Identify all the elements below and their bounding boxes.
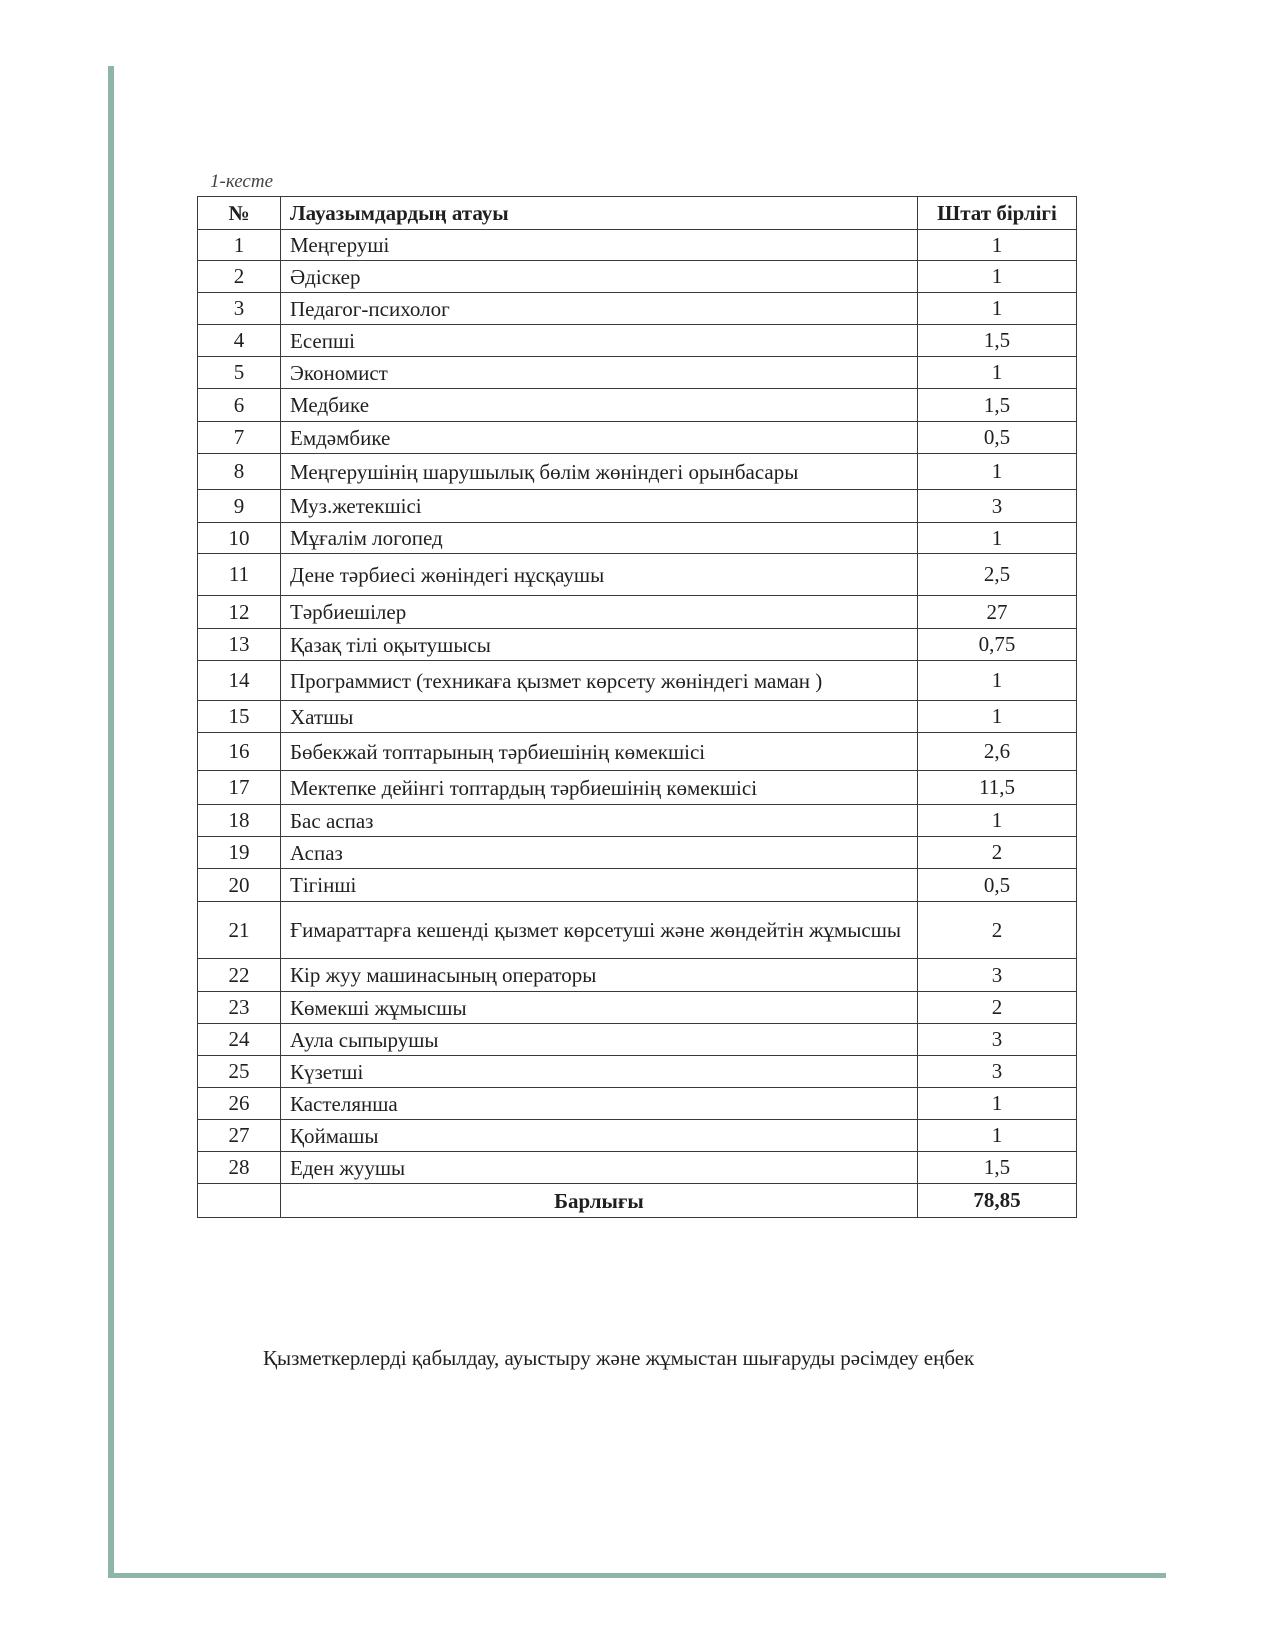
- row-staff-units: 1,5: [918, 389, 1077, 422]
- row-number: 24: [198, 1024, 281, 1056]
- row-position-name: Медбике: [281, 389, 918, 422]
- table-row: [198, 389, 1077, 422]
- table-row: [198, 701, 1077, 733]
- table-row: [198, 733, 1077, 771]
- table-row: [198, 230, 1077, 261]
- row-position-name: Муз.жетекшісі: [281, 490, 918, 523]
- row-staff-units: 2,6: [918, 733, 1077, 771]
- row-position-name: Күзетші: [281, 1056, 918, 1088]
- row-staff-units: 0,5: [918, 869, 1077, 902]
- row-number: 25: [198, 1056, 281, 1088]
- row-staff-units: 1: [918, 805, 1077, 837]
- row-number: 3: [198, 293, 281, 325]
- row-staff-units: 1: [918, 661, 1077, 701]
- row-position-name: Аула сыпырушы: [281, 1024, 918, 1056]
- row-staff-units: 3: [918, 1056, 1077, 1088]
- row-number: 11: [198, 554, 281, 596]
- table-row: [198, 490, 1077, 523]
- row-number: 16: [198, 733, 281, 771]
- row-position-name: Тәрбиешілер: [281, 596, 918, 629]
- row-position-name: Бас аспаз: [281, 805, 918, 837]
- row-number: 26: [198, 1088, 281, 1120]
- table-row: [198, 422, 1077, 454]
- row-staff-units: 2: [918, 837, 1077, 869]
- row-position-name: Ғимараттарға кешенді қызмет көрсетуші және жөндейтін жұмысшы: [281, 902, 918, 959]
- row-staff-units: 1,5: [918, 325, 1077, 357]
- row-position-name: Меңгеруші: [281, 230, 918, 261]
- row-staff-units: 1: [918, 1088, 1077, 1120]
- row-number: 20: [198, 869, 281, 902]
- row-staff-units: 3: [918, 1024, 1077, 1056]
- row-position-name: Еден жуушы: [281, 1152, 918, 1184]
- row-staff-units: 3: [918, 490, 1077, 523]
- row-position-name: Бөбекжай топтарының тәрбиешінің көмекшісі: [281, 733, 918, 771]
- row-number: 22: [198, 959, 281, 992]
- row-position-name: Дене тәрбиесі жөніндегі нұсқаушы: [281, 554, 918, 596]
- row-number: 6: [198, 389, 281, 422]
- table-row: [198, 629, 1077, 661]
- row-staff-units: 27: [918, 596, 1077, 629]
- row-position-name: Тігінші: [281, 869, 918, 902]
- row-staff-units: 1: [918, 357, 1077, 389]
- table-header-row: [198, 197, 1077, 230]
- row-number: 18: [198, 805, 281, 837]
- row-staff-units: 1: [918, 230, 1077, 261]
- row-staff-units: 1: [918, 454, 1077, 490]
- table-row: [198, 902, 1077, 959]
- row-number: 17: [198, 771, 281, 805]
- row-number: 15: [198, 701, 281, 733]
- table-row: [198, 523, 1077, 554]
- row-number: 12: [198, 596, 281, 629]
- row-number: 21: [198, 902, 281, 959]
- row-staff-units: 1: [918, 1120, 1077, 1152]
- header-staff-units: Штат бірлігі: [918, 197, 1077, 230]
- table-row: [198, 959, 1077, 992]
- table-row: [198, 1120, 1077, 1152]
- row-staff-units: 11,5: [918, 771, 1077, 805]
- row-position-name: Есепші: [281, 325, 918, 357]
- row-staff-units: 2: [918, 902, 1077, 959]
- row-position-name: Әдіскер: [281, 261, 918, 293]
- table-row: [198, 661, 1077, 701]
- table-row: [198, 869, 1077, 902]
- row-position-name: Мұғалім логопед: [281, 523, 918, 554]
- table-row: [198, 1088, 1077, 1120]
- table-row: [198, 293, 1077, 325]
- total-label: Барлығы: [281, 1184, 918, 1218]
- table-row: [198, 454, 1077, 490]
- row-number: 19: [198, 837, 281, 869]
- row-position-name: Мектепке дейінгі топтардың тәрбиешінің көмекшісі: [281, 771, 918, 805]
- table-row: [198, 325, 1077, 357]
- staff-table: [197, 196, 1077, 1218]
- row-staff-units: 0,75: [918, 629, 1077, 661]
- row-position-name: Хатшы: [281, 701, 918, 733]
- table-row: [198, 261, 1077, 293]
- row-position-name: Аспаз: [281, 837, 918, 869]
- table-row: [198, 1056, 1077, 1088]
- table-row: [198, 1152, 1077, 1184]
- table-caption: 1-кесте: [210, 171, 274, 192]
- row-staff-units: 3: [918, 959, 1077, 992]
- row-position-name: Программист (техникаға қызмет көрсету жөніндегі маман ): [281, 661, 918, 701]
- row-position-name: Кір жуу машинасының операторы: [281, 959, 918, 992]
- row-number: 2: [198, 261, 281, 293]
- table-row: [198, 1024, 1077, 1056]
- header-number: №: [198, 197, 281, 230]
- table-row: [198, 596, 1077, 629]
- total-empty-cell: [198, 1184, 281, 1218]
- row-position-name: Педагог-психолог: [281, 293, 918, 325]
- row-number: 8: [198, 454, 281, 490]
- row-number: 28: [198, 1152, 281, 1184]
- table-body: [198, 230, 1077, 1184]
- table-row: [198, 992, 1077, 1024]
- body-text-line: Қызметкерлерді қабылдау, ауыстыру және жұмыстан шығаруды рәсімдеу еңбек: [263, 1346, 975, 1370]
- table-row: [198, 771, 1077, 805]
- row-number: 5: [198, 357, 281, 389]
- row-number: 13: [198, 629, 281, 661]
- table-row: [198, 554, 1077, 596]
- row-staff-units: 1: [918, 293, 1077, 325]
- table-row: [198, 837, 1077, 869]
- row-number: 23: [198, 992, 281, 1024]
- row-staff-units: 1: [918, 261, 1077, 293]
- row-number: 10: [198, 523, 281, 554]
- row-number: 27: [198, 1120, 281, 1152]
- row-position-name: Экономист: [281, 357, 918, 389]
- table-row: [198, 357, 1077, 389]
- row-position-name: Кастелянша: [281, 1088, 918, 1120]
- row-staff-units: 0,5: [918, 422, 1077, 454]
- row-position-name: Көмекші жұмысшы: [281, 992, 918, 1024]
- row-staff-units: 1: [918, 523, 1077, 554]
- row-staff-units: 1,5: [918, 1152, 1077, 1184]
- total-value: 78,85: [918, 1184, 1077, 1218]
- row-number: 7: [198, 422, 281, 454]
- row-staff-units: 1: [918, 701, 1077, 733]
- total-row: [198, 1184, 1077, 1218]
- row-staff-units: 2: [918, 992, 1077, 1024]
- row-position-name: Қоймашы: [281, 1120, 918, 1152]
- table-row: [198, 805, 1077, 837]
- row-staff-units: 2,5: [918, 554, 1077, 596]
- row-number: 1: [198, 230, 281, 261]
- row-position-name: Қазақ тілі оқытушысы: [281, 629, 918, 661]
- row-number: 4: [198, 325, 281, 357]
- row-number: 9: [198, 490, 281, 523]
- row-position-name: Емдәмбике: [281, 422, 918, 454]
- header-position-name: Лауазымдардың атауы: [281, 197, 918, 230]
- row-position-name: Меңгерушінің шарушылық бөлім жөніндегі орынбасары: [281, 454, 918, 490]
- row-number: 14: [198, 661, 281, 701]
